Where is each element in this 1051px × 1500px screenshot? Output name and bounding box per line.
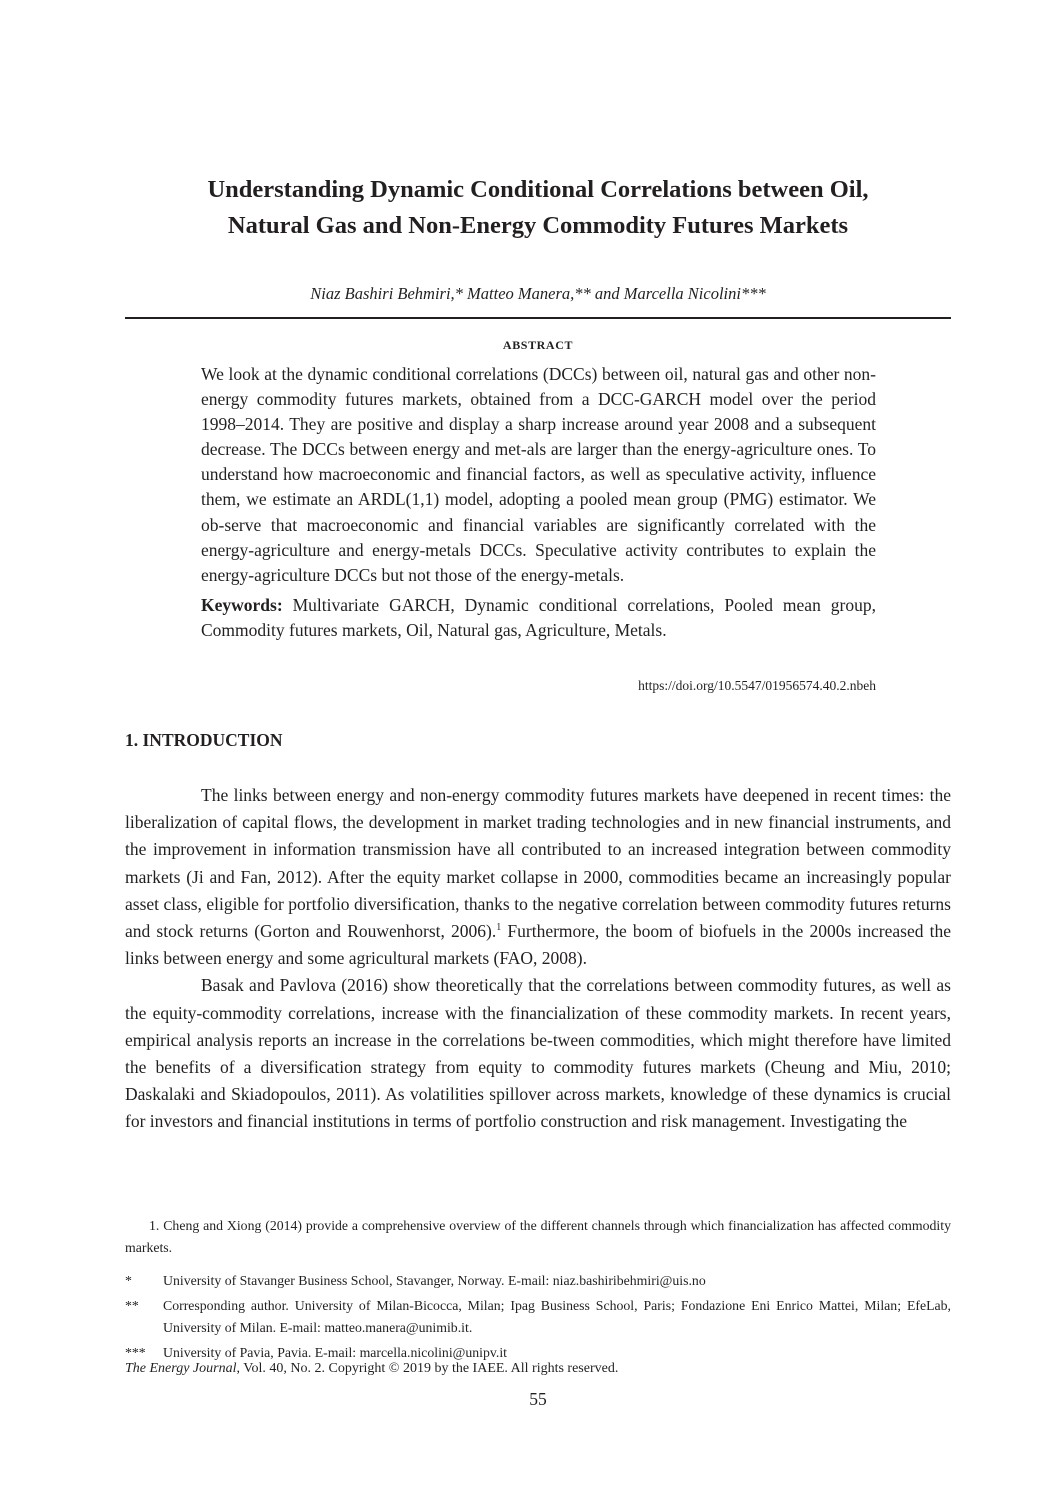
paragraph-2: Basak and Pavlova (2016) show theoretically that the correlations between commodity futures, as well as the equity-commodity correlations, increase with the financialization of these commodity markets. In recent years, empirical analysis reports an increase in the correlations be-tween commodities, which might therefore have limited the benefits of a diversification strategy from equity to commodity futures markets (Cheung and Miu, 2010; Daskalaki and Skiadopoulos, 2011). As volatilities spillover across markets, knowledge of these dynamics is crucial for investors and financial institutions in terms of portfolio construction and risk management. Investigating the	[125, 975, 951, 1132]
journal-details: , Vol. 40, No. 2. Copyright © 2019 by the IAEE. All rights reserved.	[236, 1361, 619, 1376]
title-line-1: Understanding Dynamic Conditional Correlations between Oil,	[207, 176, 869, 203]
abstract-block	[201, 362, 876, 643]
affiliation-mark: *	[125, 1273, 132, 1288]
affiliation-text: Corresponding author. University of Milan-Bicocca, Milan; Ipag Business School, Paris; Fondazione Eni Enrico Mattei, Milan; EfeLab, University of Milan. E-mail: matteo.manera@unimib.it.	[163, 1297, 951, 1335]
keywords-text: Multivariate GARCH, Dynamic conditional correlations, Pooled mean group, Commodity futures markets, Oil, Natural gas, Agriculture, Metals.	[201, 594, 876, 640]
affiliation-1	[125, 1270, 951, 1293]
doi-link[interactable]: https://doi.org/10.5547/01956574.40.2.nbeh	[638, 678, 876, 693]
footnote-ref-1[interactable]: 1	[496, 922, 502, 934]
section-heading-introduction: 1. INTRODUCTION	[125, 730, 283, 750]
keywords	[201, 593, 876, 643]
introduction-body	[125, 782, 951, 1136]
keywords-label: Keywords:	[201, 594, 283, 615]
journal-citation	[125, 1359, 618, 1379]
abstract-text: We look at the dynamic conditional correlations (DCCs) between oil, natural gas and other non-energy commodity futures markets, obtained from a DCC-GARCH model over the period 1998–2014. They are positive and display a sharp increase around year 2008 and a subsequent decrease. The DCCs between energy and met-als are larger than the energy-agriculture ones. To understand how macroeconomic and financial factors, as well as speculative activity, influence them, we estimate an ARDL(1,1) model, adopting a pooled mean group (PMG) estimator. We ob-serve that macroeconomic and financial variables are significantly correlated with the energy-agriculture and energy-metals DCCs. Speculative activity contributes to explain the energy-agriculture DCCs but not those of the energy-metals.	[201, 364, 876, 585]
title-line-2: Natural Gas and Non-Energy Commodity Futures Markets	[227, 212, 849, 239]
paragraph-1-part-b: Furthermore, the boom of biofuels in the 2000s increased the links between energy and some agricultural markets (FAO, 2008).	[125, 921, 951, 969]
affiliation-mark: **	[125, 1297, 139, 1313]
affiliation-mark: ***	[125, 1344, 146, 1360]
paper-title	[125, 172, 951, 244]
footnote-1	[125, 1215, 951, 1259]
paragraph-1	[125, 782, 951, 972]
paragraph-1-part-a: The links between energy and non-energy commodity futures markets have deepened in recent times: the liberalization of capital flows, the development in market trading technologies and in new financial instruments, and the improvement in information transmission have all contributed to an increased integration between commodity markets (Ji and Fan, 2012). After the equity market collapse in 2000, commodities became an increasingly popular asset class, eligible for portfolio diversification, thanks to the negative correlation between commodity futures returns and stock returns (Gorton and Rouwenhorst, 2006).	[125, 785, 951, 942]
affiliation-text: University of Pavia, Pavia. E-mail: marcella.nicolini@unipv.it	[163, 1344, 508, 1360]
abstract-heading: ABSTRACT	[502, 338, 574, 352]
header-divider	[125, 317, 951, 319]
footnote-1-text: 1. Cheng and Xiong (2014) provide a comprehensive overview of the different channels through which financialization has affected commodity markets.	[125, 1218, 951, 1255]
page-number: 55	[529, 1389, 547, 1409]
affiliations	[125, 1270, 951, 1366]
affiliation-2	[125, 1295, 951, 1340]
author-list: Niaz Bashiri Behmiri,* Matteo Manera,** and Marcella Nicolini***	[310, 284, 766, 303]
journal-name: The Energy Journal	[125, 1361, 237, 1376]
affiliation-text: University of Stavanger Business School, Stavanger, Norway. E-mail: niaz.bashiribehmiri@uis.no	[163, 1273, 706, 1288]
